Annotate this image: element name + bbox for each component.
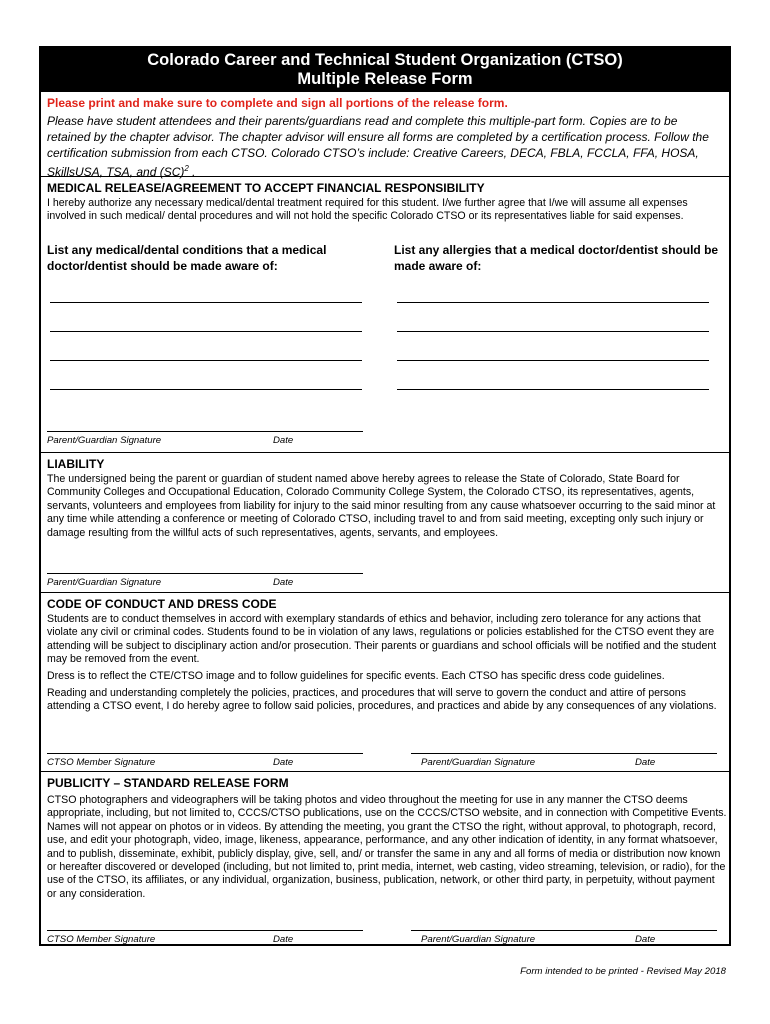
publicity-guardian-signature-label: Parent/Guardian Signature bbox=[421, 934, 536, 945]
conduct-body-3: Reading and understanding completely the policies, practices, and procedures that will serve to govern the conduct and attire of persons attending a CTSO event, I do hereby agree to follow said policies, procedures, and practices and abide by any consequences of any violations. bbox=[47, 687, 717, 713]
form-title: Colorado Career and Technical Student Organization (CTSO) bbox=[147, 51, 623, 69]
liability-signature-line[interactable] bbox=[47, 573, 363, 574]
conditions-line-4[interactable] bbox=[50, 389, 362, 390]
publicity-member-signature-label: CTSO Member Signature bbox=[47, 934, 156, 945]
intro-text-main: Please have student attendees and their parents/guardians read and complete this multiple-part form. Copies are to be retained by the chapter advisor. The chapter advisor will ensure all forms are completed by a certification process. Follow the certification submission from each CTSO. Colorado CTSO’s include: Creative Careers, DECA, FBLA, FCCLA, FFA, HOSA, SkillsUSA, TSA, and (SC) bbox=[47, 114, 709, 179]
allergies-line-3[interactable] bbox=[397, 360, 709, 361]
medical-signature-label: Parent/Guardian Signature bbox=[47, 435, 162, 446]
medical-signature-line[interactable] bbox=[47, 431, 363, 432]
publicity-guardian-signature-line[interactable] bbox=[411, 930, 717, 931]
conditions-label: List any medical/dental conditions that a medical doctor/dentist should be made aware of: bbox=[47, 243, 327, 273]
conduct-member-signature-line[interactable] bbox=[47, 753, 363, 754]
conduct-guardian-signature-label: Parent/Guardian Signature bbox=[421, 757, 536, 768]
publicity-member-date-label: Date bbox=[273, 934, 294, 945]
allergies-label: List any allergies that a medical doctor/dentist should be made aware of: bbox=[394, 243, 719, 273]
conduct-section bbox=[41, 592, 729, 772]
medical-heading: MEDICAL RELEASE/AGREEMENT TO ACCEPT FINANCIAL RESPONSIBILITY bbox=[47, 181, 485, 195]
intro-superscript: 2 bbox=[184, 164, 189, 173]
conduct-body-2: Dress is to reflect the CTE/CTSO image and to follow guidelines for specific events. Each CTSO has specific dress code guidelines. bbox=[47, 670, 665, 682]
publicity-body: CTSO photographers and videographers will be taking photos and video throughout the meeting for use in any manner the CTSO deems appropriate, including, but not limited to, CCCS/CTSO publications, use on the CCCS/CTSO website, and in connection with Competitive Events. Names will not appear on photos or in videos. By attending the meeting, you grant the CTSO the right, without approval, to photograph, record, use, and edit your photograph, video, image, likeness, appearance, performance, and any other indication of identity, in any format whatsoever, and to publish, disseminate, exhibit, publicly display, give, sell, and/ or transfer the same in any and all forms of media or distribution now known or hereafter discovered or developed (including, but not limited to, print media, internet, web casting, video streaming, television, or radio), for the use of the CTSO, its affiliates, or any individual, organization, business, publication, network, or other third party, in perpetuity, without payment or any consideration. bbox=[47, 794, 727, 900]
conduct-guardian-signature-line[interactable] bbox=[411, 753, 717, 754]
liability-body: The undersigned being the parent or guardian of student named above hereby agrees to release the State of Colorado, State Board for Community Colleges and Occupational Education, Colorado Community College System, the Colorado CTSO, its representatives, agents, servants, volunteers and employees from liability for injury to the said minor resulting from any cause whatsoever occurring to the said minor at any time while attending a conference or meeting of Colorado CTSO, including travel to and from said meeting, excepting only such injury or damage resulting from the willful acts of such representatives, agents, servants, and employees. bbox=[47, 473, 716, 539]
conduct-body-1: Students are to conduct themselves in accord with exemplary standards of ethics and behavior, including zero tolerance for any actions that violate any civil or criminal codes. Students found to be in violation of any laws, regulations or policies established for the CTSO event they are attending will be subject to disciplinary action and/or prosecution. Their parents or guardians and school officials will be notified and the student may be removed from the event. bbox=[47, 613, 717, 666]
allergies-line-2[interactable] bbox=[397, 331, 709, 332]
allergies-line-4[interactable] bbox=[397, 389, 709, 390]
conduct-member-date-label: Date bbox=[273, 757, 294, 768]
intro-text bbox=[47, 113, 723, 180]
publicity-member-signature-line[interactable] bbox=[47, 930, 363, 931]
publicity-heading: PUBLICITY – STANDARD RELEASE FORM bbox=[47, 776, 289, 790]
medical-date-label: Date bbox=[273, 435, 294, 446]
publicity-section bbox=[41, 771, 729, 944]
conditions-line-1[interactable] bbox=[50, 302, 362, 303]
print-warning: Please print and make sure to complete and sign all portions of the release form. bbox=[47, 96, 508, 110]
intro-text-end: . bbox=[188, 165, 196, 179]
footer-note: Form intended to be printed - Revised May 2018 bbox=[520, 966, 726, 977]
medical-body: I hereby authorize any necessary medical/dental treatment required for this student. I/we further agree that I/we will assume all expenses involved in such medical/ dental procedures and will not hold the specific Colorado CTSO or its representatives liable for said expenses. bbox=[47, 197, 688, 223]
liability-date-label: Date bbox=[273, 577, 294, 588]
conduct-heading: CODE OF CONDUCT AND DRESS CODE bbox=[47, 597, 277, 611]
liability-signature-label: Parent/Guardian Signature bbox=[47, 577, 162, 588]
release-form bbox=[39, 46, 731, 946]
conduct-member-signature-label: CTSO Member Signature bbox=[47, 757, 156, 768]
form-title-bar bbox=[41, 48, 729, 92]
conditions-line-2[interactable] bbox=[50, 331, 362, 332]
medical-section bbox=[41, 176, 729, 454]
publicity-guardian-date-label: Date bbox=[635, 934, 656, 945]
liability-section bbox=[41, 452, 729, 592]
form-subtitle: Multiple Release Form bbox=[297, 70, 473, 88]
allergies-line-1[interactable] bbox=[397, 302, 709, 303]
liability-heading: LIABILITY bbox=[47, 457, 105, 471]
conditions-line-3[interactable] bbox=[50, 360, 362, 361]
conduct-guardian-date-label: Date bbox=[635, 757, 656, 768]
